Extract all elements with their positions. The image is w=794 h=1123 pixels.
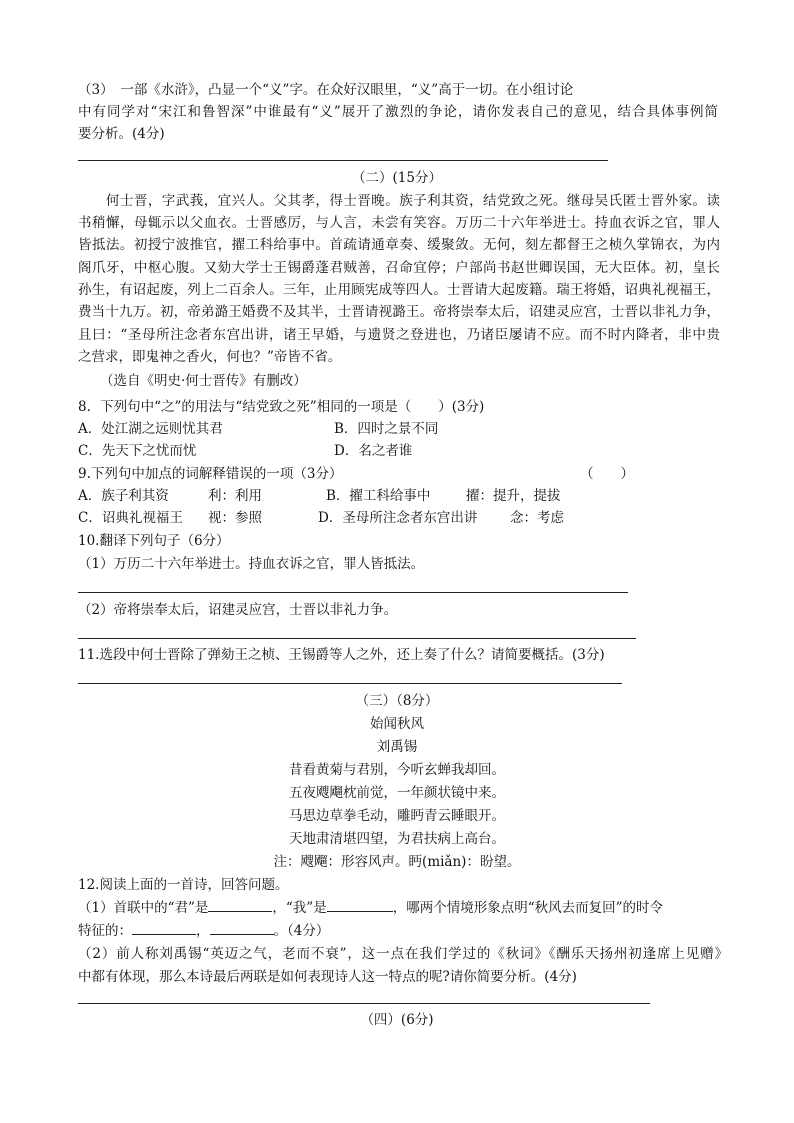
blank-wo[interactable] <box>327 897 393 912</box>
q12-stem: 12.阅读上面的一首诗，回答问题。 <box>78 877 289 893</box>
passage-line-2: 书稍懈，母辄示以父血衣。士晋感厉，与人言，未尝有笑容。万历二十六年举进士。持血衣诉之官，罪人 <box>78 215 720 231</box>
q9-answer-bracket[interactable]: （ ） <box>580 466 634 482</box>
q10-sentence-2: （2）帝将崇奉太后，诏建灵应宫，士晋以非礼力争。 <box>78 602 398 618</box>
answer-line-q3[interactable] <box>78 160 608 161</box>
answer-line-q11[interactable] <box>78 683 622 684</box>
q9-option-b[interactable]: B．擢工科给事中 <box>326 488 431 504</box>
q9-option-b-gloss: 擢：提升，提拔 <box>466 488 561 504</box>
poem-line-2: 五夜飕飗枕前觉，一年颜状镜中来。 <box>289 785 505 801</box>
q9-option-a-gloss: 利：利用 <box>208 488 262 504</box>
q12-part-1 <box>78 897 663 919</box>
q11-stem: 11.选段中何士晋除了弹劾王之桢、王锡爵等人之外，还上奏了什么？请简要概括。(3分) <box>78 647 605 663</box>
poem-line-3: 马思边草拳毛动，雕眄青云睡眼开。 <box>289 808 505 824</box>
q9-stem: 9.下列句中加点的词解释错误的一项（3分） <box>78 466 343 482</box>
poem-line-4: 天地肃清堪四望，为君扶病上高台。 <box>289 831 505 847</box>
q12-part-1-text-e: ， <box>196 923 210 939</box>
answer-line-q10-2[interactable] <box>78 638 636 639</box>
q12-part-1-text-c: ，哪两个情境形象点明“秋风去而复回”的时令 <box>392 900 664 916</box>
q12-part-2-line-1: （2）前人称刘禹锡“英迈之气，老而不衰”，这一点在我们学过的《秋词》《酬乐天扬州初逢席上见赠》 <box>78 946 728 962</box>
q8-option-d[interactable]: D．名之者谁 <box>334 443 413 459</box>
q10-sentence-1: （1）万历二十六年举进士。持血衣诉之官，罪人皆抵法。 <box>78 556 425 572</box>
passage-line-5: 孙生，有诏起废，列上二百余人。三年，止用顾宪成等四人。士晋请大起废籍。瑞王将婚，诏典礼视福王， <box>78 282 720 298</box>
section-3-heading: （三）（8分） <box>355 693 439 709</box>
q12-part-1-cont <box>78 920 329 942</box>
q12-part-1-text-f: 。（4分） <box>273 923 330 939</box>
q9-option-a[interactable]: A．族子利其资 <box>78 488 169 504</box>
passage-line-3: 皆抵法。初授宁波推官，擢工科给事中。首疏请通章奏、缓聚敛。无何，刻左都督王之桢久掌锦衣，为内 <box>78 237 720 253</box>
poem-note: 注：飕飗：形容风声。眄(miǎn)：盼望。 <box>273 854 521 870</box>
q9-option-d-gloss: 念：考虑 <box>510 510 564 526</box>
blank-image-1[interactable] <box>132 920 196 935</box>
q8-option-a[interactable]: A．处江湖之远则忧其君 <box>78 421 223 437</box>
passage-line-4: 阁爪牙，中枢心腹。又劾大学士王锡爵蓬君贼善，召命宜停；户部尚书赵世卿误国，无大臣体。初，皇长 <box>78 260 720 276</box>
q12-part-1-text-b: ，“我”是 <box>272 900 327 916</box>
q3-line-2: 中有同学对“宋江和鲁智深”中谁最有“义”展开了激烈的争论，请你发表自己的意见，结合具体事例简 <box>78 104 718 120</box>
q9-option-c-gloss: 视：参照 <box>208 510 262 526</box>
q10-stem: 10.翻译下列句子（6分） <box>78 533 230 549</box>
q12-part-1-text-d: 特征的： <box>78 923 132 939</box>
q12-part-2-line-2: 中都有体现，那么本诗最后两联是如何表现诗人这一特点的呢?请你简要分析。(4分) <box>78 969 577 985</box>
q8-option-c[interactable]: C．先天下之忧而忧 <box>78 443 197 459</box>
section-4-heading: （四）(6分) <box>360 1012 434 1028</box>
q3-line-1: （3） 一部《水浒》，凸显一个“义”字。在众好汉眼里，“义”高于一切。在小组讨论 <box>78 82 574 98</box>
q3-line-3: 要分析。(4分) <box>78 126 165 142</box>
q8-stem: 8．下列句中“之”的用法与“结党致之死”相同的一项是（ ）(3分) <box>78 399 485 415</box>
passage-source: （选自《明史·何士晋传》有删改） <box>100 373 307 389</box>
passage-line-1: 何士晋，字武莪，宜兴人。父其孝，得士晋晚。族子利其资，结党致之死。继母吴氏匿士晋外家。读 <box>78 193 720 209</box>
poem-author: 刘禹锡 <box>376 739 418 755</box>
poem-line-1: 昔看黄菊与君别，今听玄蝉我却回。 <box>289 762 505 778</box>
poem-title: 始闻秋风 <box>370 716 424 732</box>
q12-part-1-text-a: （1）首联中的“君”是 <box>78 900 209 916</box>
answer-line-q10-1[interactable] <box>78 592 628 593</box>
q9-option-d[interactable]: D．圣母所注念者东宫出讲 <box>318 510 478 526</box>
q8-option-b[interactable]: B．四时之景不同 <box>334 421 439 437</box>
q9-option-c[interactable]: C．诏典礼视福王 <box>78 510 183 526</box>
passage-line-6: 费当十九万。初，帝弟潞王婚费不及其半，士晋请视潞王。帝将崇奉太后，诏建灵应宫，士晋以非礼力争， <box>78 304 720 320</box>
blank-image-2[interactable] <box>210 920 274 935</box>
passage-line-8: 之营求，即鬼神之香火，何也？”帝皆不省。 <box>78 349 342 365</box>
answer-line-q12[interactable] <box>78 1003 650 1004</box>
passage-line-7: 且曰：“圣母所注念者东宫出讲，诸王早婚，与遗贤之登进也，乃诸臣屡请不应。而不时内降者，非中贵 <box>78 327 720 343</box>
section-2-heading: （二）(15分） <box>352 170 442 186</box>
blank-jun[interactable] <box>208 897 272 912</box>
